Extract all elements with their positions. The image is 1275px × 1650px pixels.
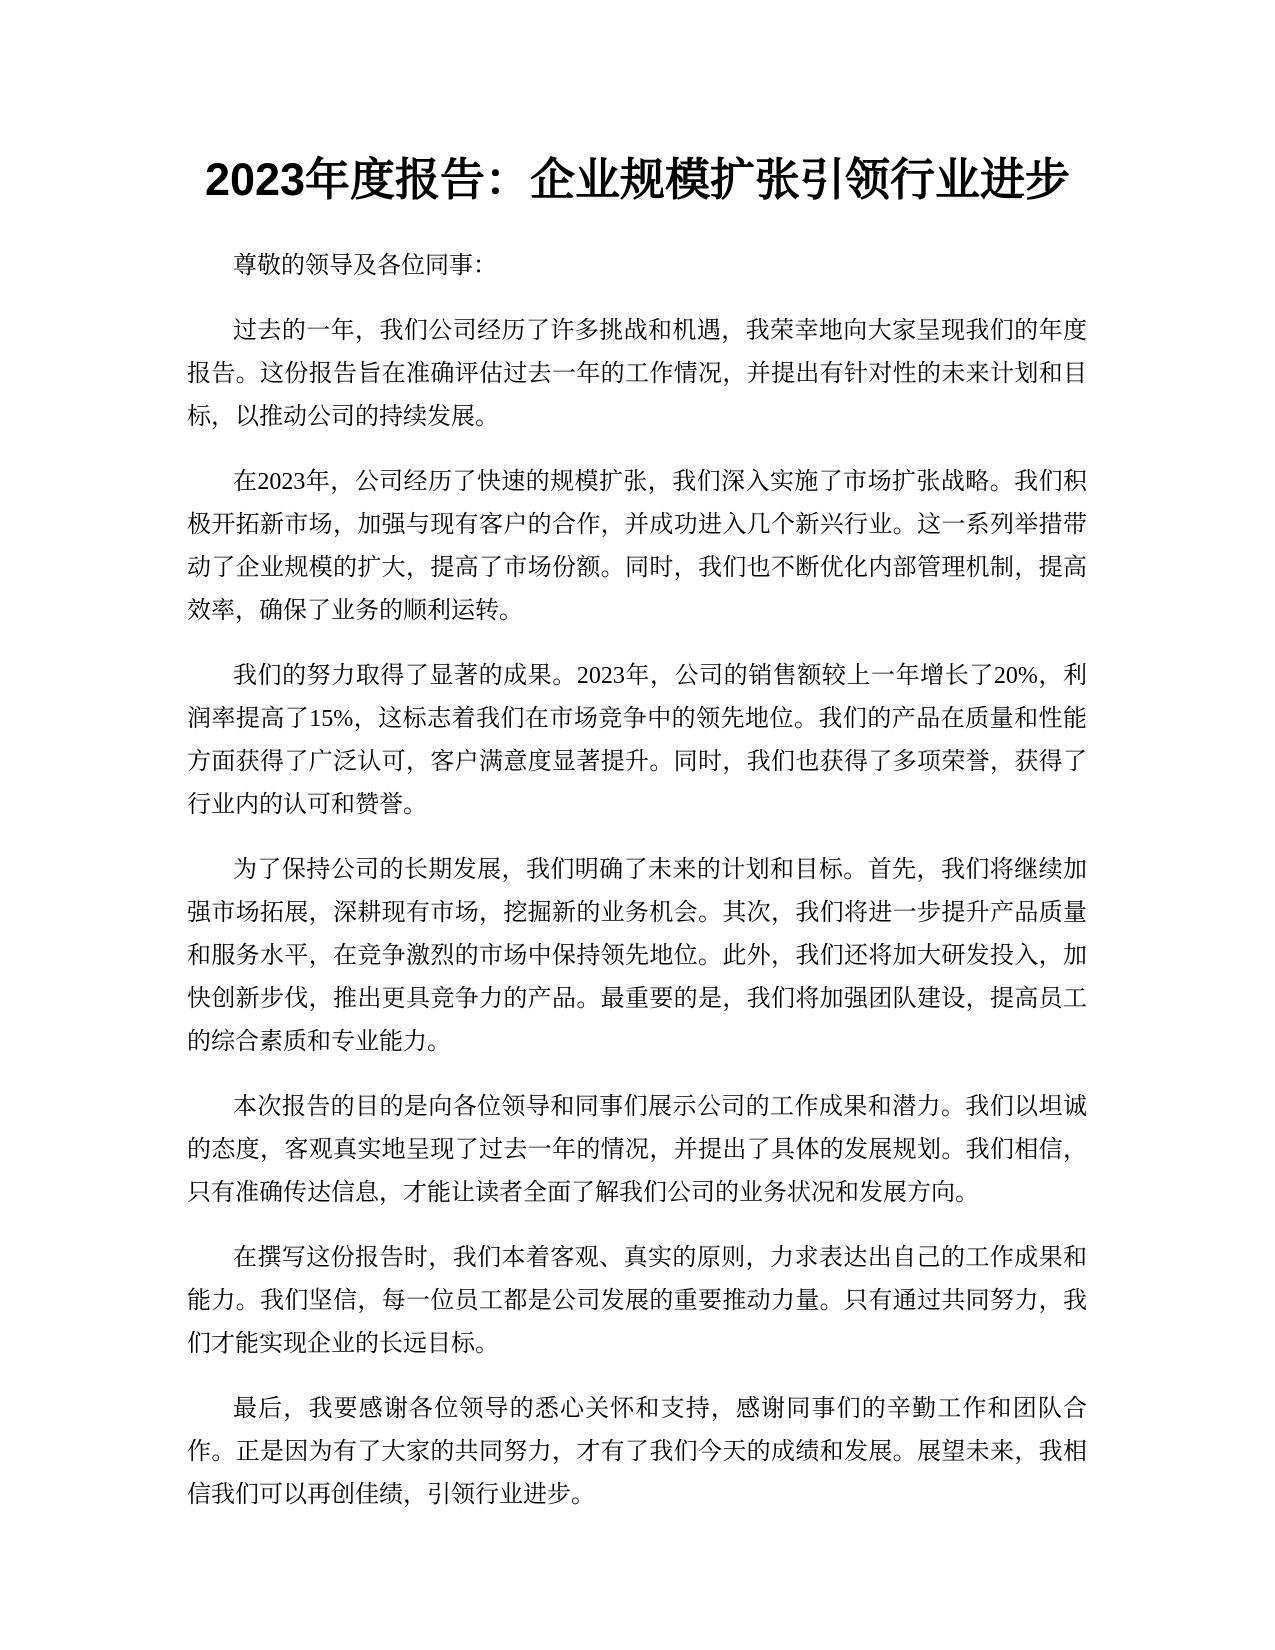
paragraph-salutation: 尊敬的领导及各位同事： — [233, 253, 497, 279]
paragraph-intro: 过去的一年，我们公司经历了许多挑战和机遇，我荣幸地向大家呈现我们的年度报告。这份报告旨在准确评估过去一年的工作情况，并提出有针对性的未来计划和目标，以推动公司的持续发展。 — [187, 318, 1087, 430]
paragraph-closing: 最后，我要感谢各位领导的悉心关怀和支持，感谢同事们的辛勤工作和团队合作。正是因为有了大家的共同努力，才有了我们今天的成绩和发展。展望未来，我相信我们可以再创佳绩，引领行业进步。 — [187, 1396, 1087, 1508]
paragraph-principles: 在撰写这份报告时，我们本着客观、真实的原则，力求表达出自己的工作成果和能力。我们坚信，每一位员工都是公司发展的重要推动力量。只有通过共同努力，我们才能实现企业的长远目标。 — [187, 1245, 1087, 1357]
document-body — [187, 245, 1087, 1539]
paragraph-expansion: 在2023年，公司经历了快速的规模扩张，我们深入实施了市场扩张战略。我们积极开拓新市场，加强与现有客户的合作，并成功进入几个新兴行业。这一系列举措带动了企业规模的扩大，提高了市场份额。同时，我们也不断优化内部管理机制，提高效率，确保了业务的顺利运转。 — [187, 469, 1087, 624]
paragraph-results: 我们的努力取得了显著的成果。2023年，公司的销售额较上一年增长了20%，利润率提高了15%，这标志着我们在市场竞争中的领先地位。我们的产品在质量和性能方面获得了广泛认可，客户满意度显著提升。同时，我们也获得了多项荣誉，获得了行业内的认可和赞誉。 — [187, 663, 1087, 818]
document-title: 2023年度报告：企业规模扩张引领行业进步 — [204, 154, 1071, 205]
paragraph-purpose: 本次报告的目的是向各位领导和同事们展示公司的工作成果和潜力。我们以坦诚的态度，客观真实地呈现了过去一年的情况，并提出了具体的发展规划。我们相信，只有准确传达信息，才能让读者全面了解我们公司的业务状况和发展方向。 — [187, 1094, 1087, 1206]
paragraph-plans: 为了保持公司的长期发展，我们明确了未来的计划和目标。首先，我们将继续加强市场拓展，深耕现有市场，挖掘新的业务机会。其次，我们将进一步提升产品质量和服务水平，在竞争激烈的市场中保持领先地位。此外，我们还将加大研发投入，加快创新步伐，推出更具竞争力的产品。最重要的是，我们将加强团队建设，提高员工的综合素质和专业能力。 — [187, 857, 1087, 1055]
